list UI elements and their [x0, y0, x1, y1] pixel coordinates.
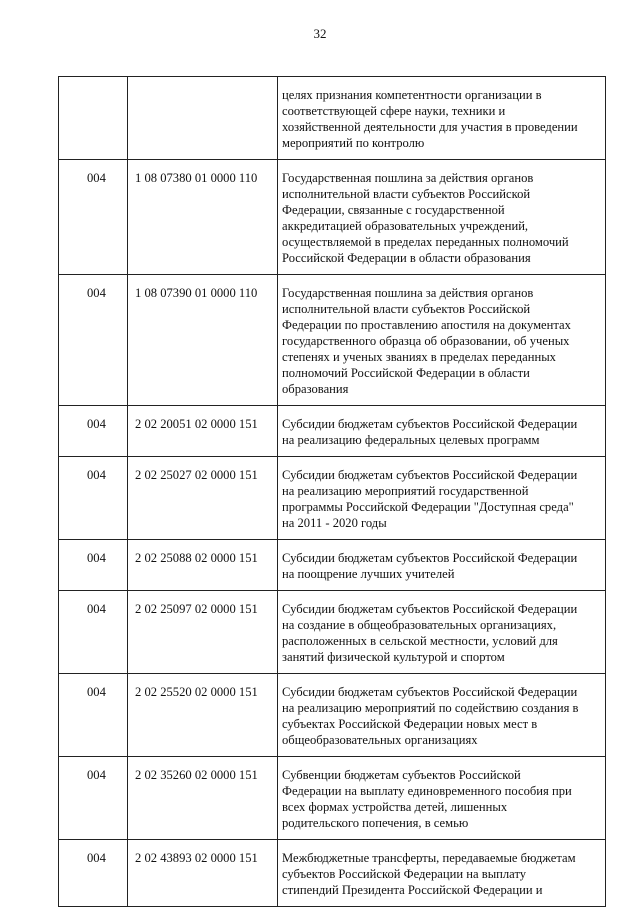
description-line: общеобразовательных организациях: [282, 733, 478, 747]
income-description-cell: [278, 406, 606, 457]
table-row: [59, 275, 606, 406]
description-line: полномочий Российской Федерации в области: [282, 366, 530, 380]
admin-code: 004: [87, 551, 106, 565]
admin-code: 004: [87, 286, 106, 300]
table-row: [59, 674, 606, 757]
table-row: [59, 160, 606, 275]
description-line: Государственная пошлина за действия органов: [282, 286, 534, 300]
admin-code-cell: [59, 540, 128, 591]
description-line: программы Российской Федерации "Доступная среда": [282, 500, 574, 514]
description-line: Субсидии бюджетам субъектов Российской Федерации: [282, 551, 578, 565]
description-line: субъектах Российской Федерации новых мест в: [282, 717, 538, 731]
table-body: [59, 77, 606, 907]
description-line: осуществляемой в пределах переданных полномочий: [282, 235, 569, 249]
income-description-cell: [278, 674, 606, 757]
description-line: хозяйственной деятельности для участия в проведении: [282, 120, 578, 134]
admin-code-cell: [59, 275, 128, 406]
admin-code-cell: [59, 591, 128, 674]
admin-code-cell: [59, 406, 128, 457]
budget-classification-code-cell: [128, 674, 278, 757]
description-line: исполнительной власти субъектов Российской: [282, 302, 531, 316]
income-description-cell: [278, 77, 606, 160]
table-row: [59, 457, 606, 540]
description-line: Субсидии бюджетам субъектов Российской Федерации: [282, 602, 578, 616]
income-description-cell: [278, 840, 606, 907]
income-description: [278, 160, 605, 274]
table-row: [59, 840, 606, 907]
admin-code-cell: [59, 160, 128, 275]
budget-classification-code-cell: [128, 757, 278, 840]
description-line: на реализацию мероприятий по содействию создания в: [282, 701, 579, 715]
description-line: Субсидии бюджетам субъектов Российской Федерации: [282, 685, 578, 699]
description-line: на реализацию мероприятий государственной: [282, 484, 529, 498]
description-line: соответствующей сфере науки, техники и: [282, 104, 506, 118]
budget-classification-code-cell: [128, 591, 278, 674]
description-line: Субвенции бюджетам субъектов Российской: [282, 768, 521, 782]
admin-code: [59, 77, 127, 87]
admin-code: 004: [87, 851, 106, 865]
description-line: образования: [282, 382, 349, 396]
income-description: [278, 757, 605, 839]
income-description: [278, 540, 605, 590]
description-line: исполнительной власти субъектов Российской: [282, 187, 531, 201]
income-description-cell: [278, 591, 606, 674]
income-description: [278, 840, 605, 906]
description-line: на поощрение лучших учителей: [282, 567, 455, 581]
table-row: [59, 406, 606, 457]
income-description-cell: [278, 540, 606, 591]
budget-classification-code-cell: [128, 840, 278, 907]
income-description: [278, 406, 605, 456]
page-number: 32: [313, 26, 327, 41]
budget-classification-code-cell: [128, 160, 278, 275]
admin-code: 004: [87, 602, 106, 616]
description-line: Российской Федерации в области образования: [282, 251, 531, 265]
budget-classification-code-cell: [128, 457, 278, 540]
budget-classification-code: 2 02 25027 02 0000 151: [135, 468, 258, 482]
income-description: [278, 591, 605, 673]
income-description: [278, 77, 605, 159]
table-row: [59, 540, 606, 591]
income-description: [278, 674, 605, 756]
table-row: [59, 591, 606, 674]
budget-classification-code: 2 02 43893 02 0000 151: [135, 851, 258, 865]
admin-code-cell: [59, 457, 128, 540]
description-line: на реализацию федеральных целевых программ: [282, 433, 540, 447]
description-line: аккредитацией образовательных учреждений,: [282, 219, 529, 233]
description-line: целях признания компетентности организации в: [282, 88, 542, 102]
budget-classification-code-cell: [128, 406, 278, 457]
description-line: Федерации на выплату единовременного пособия при: [282, 784, 572, 798]
income-description-cell: [278, 757, 606, 840]
admin-code: 004: [87, 768, 106, 782]
budget-classification-code: 1 08 07390 01 0000 110: [135, 286, 258, 300]
admin-code-cell: [59, 77, 128, 160]
budget-classification-code: 2 02 20051 02 0000 151: [135, 417, 258, 431]
description-line: расположенных в сельской местности, условий для: [282, 634, 558, 648]
description-line: государственного образца об образовании, об ученых: [282, 334, 570, 348]
description-line: на 2011 - 2020 годы: [282, 516, 387, 530]
budget-classification-code-cell: [128, 540, 278, 591]
description-line: занятий физической культурой и спортом: [282, 650, 505, 664]
budget-classification-code: 1 08 07380 01 0000 110: [135, 171, 258, 185]
budget-classification-code: 2 02 35260 02 0000 151: [135, 768, 258, 782]
table-row: [59, 757, 606, 840]
description-line: родительского попечения, в семью: [282, 816, 469, 830]
budget-classification-code: 2 02 25097 02 0000 151: [135, 602, 258, 616]
budget-classification-code-cell: [128, 77, 278, 160]
budget-codes-table: [58, 76, 606, 907]
income-description-cell: [278, 275, 606, 406]
income-description-cell: [278, 457, 606, 540]
budget-classification-code: 2 02 25520 02 0000 151: [135, 685, 258, 699]
description-line: всех формах устройства детей, лишенных: [282, 800, 508, 814]
admin-code-cell: [59, 674, 128, 757]
description-line: Субсидии бюджетам субъектов Российской Федерации: [282, 468, 578, 482]
description-line: Федерации, связанные с государственной: [282, 203, 505, 217]
budget-classification-code-cell: [128, 275, 278, 406]
description-line: мероприятий по контролю: [282, 136, 425, 150]
description-line: Федерации по проставлению апостиля на документах: [282, 318, 571, 332]
income-description-cell: [278, 160, 606, 275]
description-line: Государственная пошлина за действия органов: [282, 171, 534, 185]
admin-code: 004: [87, 685, 106, 699]
description-line: субъектов Российской Федерации на выплату: [282, 867, 527, 881]
description-line: Субсидии бюджетам субъектов Российской Федерации: [282, 417, 578, 431]
budget-classification-code: 2 02 25088 02 0000 151: [135, 551, 258, 565]
table-row: [59, 77, 606, 160]
description-line: стипендий Президента Российской Федерации и: [282, 883, 543, 897]
budget-classification-code: [128, 77, 277, 87]
description-line: степенях и ученых званиях в пределах переданных: [282, 350, 556, 364]
admin-code: 004: [87, 468, 106, 482]
income-description: [278, 275, 605, 405]
admin-code-cell: [59, 757, 128, 840]
admin-code: 004: [87, 171, 106, 185]
description-line: Межбюджетные трансферты, передаваемые бюджетам: [282, 851, 576, 865]
income-description: [278, 457, 605, 539]
admin-code: 004: [87, 417, 106, 431]
admin-code-cell: [59, 840, 128, 907]
description-line: на создание в общеобразовательных организациях,: [282, 618, 557, 632]
